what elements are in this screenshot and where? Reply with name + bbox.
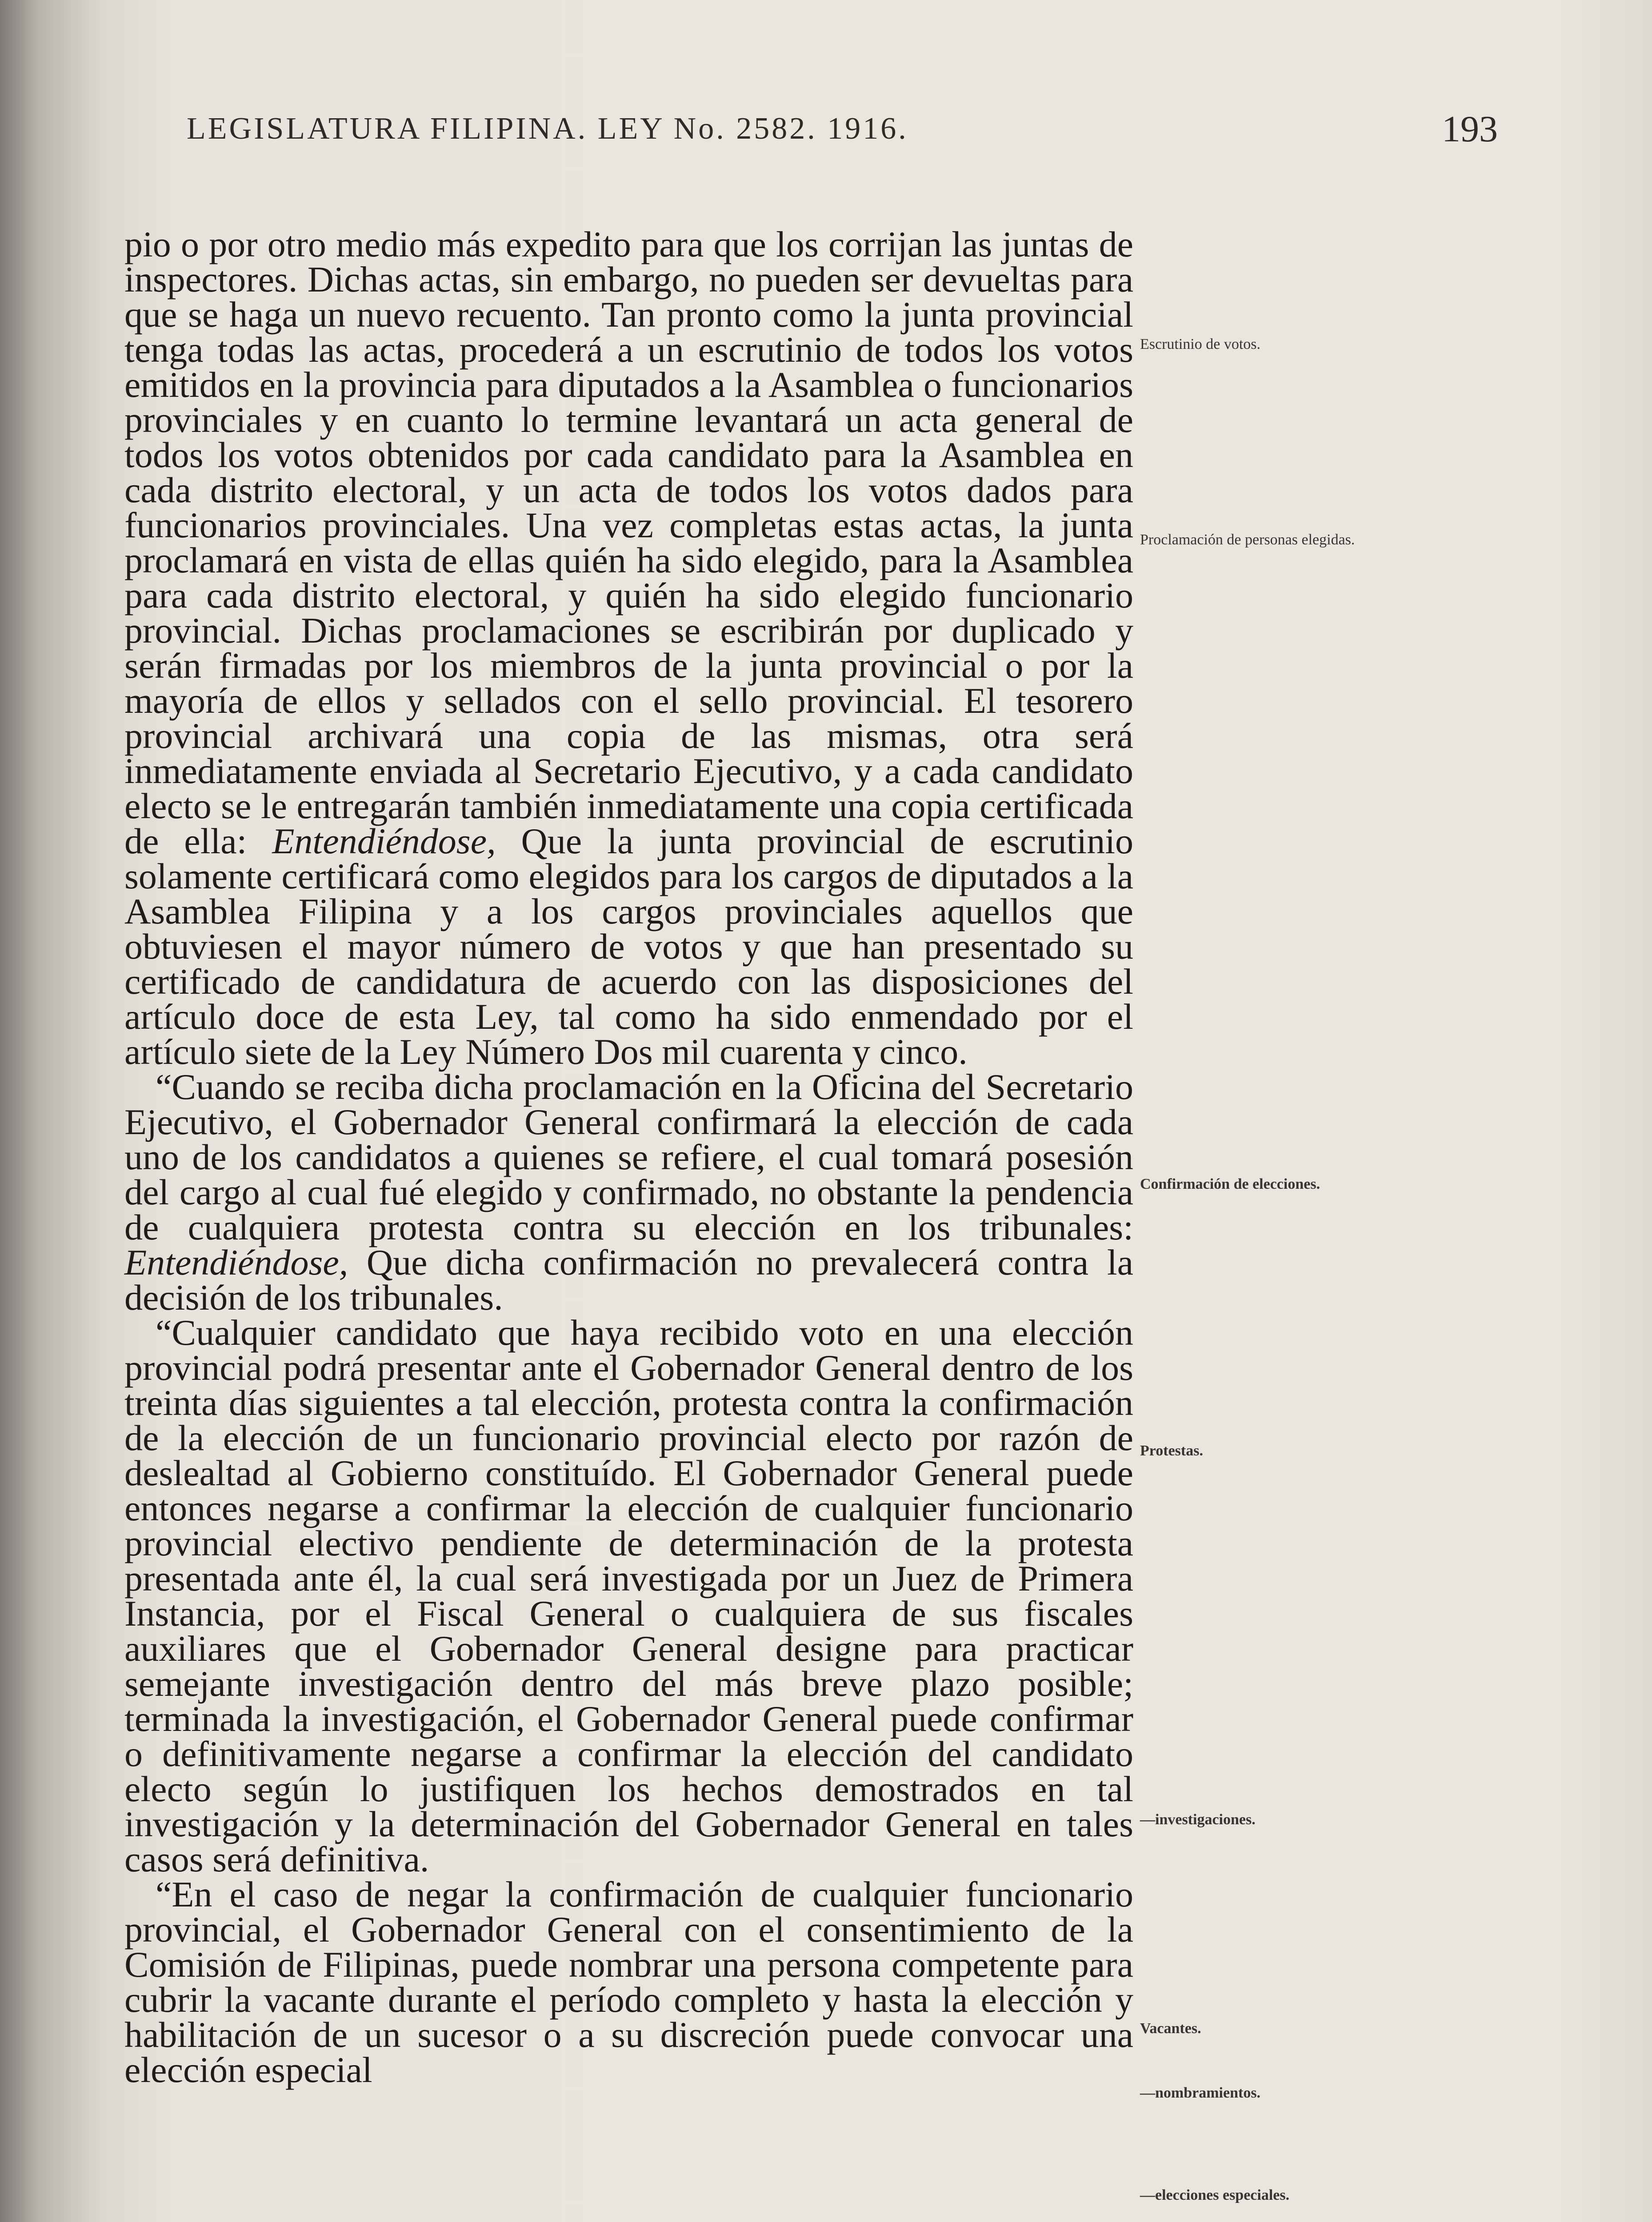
paragraph-2-text: “Cuando se reciba dicha proclamación en la Oficina del Secretario Ejecutivo, el Gobernador General confirmará la elección de cada uno de los candidatos a quienes se refiere, el cual tomará posesión del cargo al cual fué elegido y confirmado, no obstante la pendencia de cualquiera protesta contra su elección en los tribunales: [124,1067,1133,1247]
margin-note-vacantes: Vacantes. [1140,2020,1201,2037]
paragraph-1-tail: Que la junta provincial de escrutinio solamente certificará como elegidos para los cargos de diputados a la Asamblea Filipina y a los cargos provinciales aquellos que obtuviesen el mayor número de votos y que han presentado su certificado de candidatura de acuerdo con las disposiciones del artículo doce de esta Ley, tal como ha sido enmendado por el artículo siete de la Ley Número Dos mil cuarenta y cinco. [124,821,1133,1072]
paragraph-1 [124,224,1133,1072]
paragraph-2-proviso: Entendiéndose, [124,1242,348,1283]
paragraph-3: “Cualquier candidato que haya recibido voto en una elección provincial podrá presentar ante el Gobernador General dentro de los treinta días siguientes a tal elección, protesta contra la confirmación de la elección de un funcionario provincial electo por razón de deslealtad al Gobierno constituído. El Gobernador General puede entonces negarse a confirmar la elección de cualquier funcionario provincial electivo pendiente de determinación de la protesta presentada ante él, la cual será investigada por un Juez de Primera Instancia, por el Fiscal General o cualquiera de sus fiscales auxiliares que el Gobernador General designe para practicar semejante investigación dentro del más breve plazo posible; terminada la investigación, el Gobernador General puede confirmar o definitivamente negarse a confirmar la elección del candidato electo según lo justifiquen los hechos demostrados en tal investigación y la determinación del Gobernador General en tales casos será definitiva. [124,1312,1133,1879]
margin-note-confirmacion: Confirmación de elecciones. [1140,1176,1320,1192]
paragraph-4: “En el caso de negar la confirmación de cualquier funcionario provincial, el Gobernador General con el consentimiento de la Comisión de Filipinas, puede nombrar una persona competente para cubrir la vacante durante el período completo y hasta la elección y habilitación de un sucesor o a su discreción puede convocar una elección especial [124,1874,1133,2090]
margin-note-nombramientos: —nombramientos. [1140,2085,1261,2101]
page-number: 193 [1442,108,1498,150]
paragraph-1-proviso: Entendiéndose, [272,821,496,861]
paragraph-2-tail: Que dicha confirmación no prevalecerá contra la decisión de los tribunales. [124,1242,1133,1318]
margin-note-elecciones-especiales: —elecciones especiales. [1140,2187,1290,2203]
margin-note-proclamacion: Proclamación de personas elegidas. [1140,532,1355,548]
body-text [124,224,1133,2090]
paragraph-1-text: pio o por otro medio más expedito para que los corrijan las juntas de inspectores. Dichas actas, sin embargo, no pueden ser devueltas para que se haga un nuevo recuento. Tan pronto como la junta provincial tenga todas las actas, procederá a un escrutinio de todos los votos emitidos en la provincia para diputados a la Asamblea o funcionarios provinciales y en cuanto lo termine levantará un acta general de todos los votos obtenidos por cada candidato para la Asamblea en cada distrito electoral, y un acta de todos los votos dados para funcionarios provinciales. Una vez completas estas actas, la junta proclamará en vista de ellas quién ha sido elegido, para la Asamblea para cada distrito electoral, y quién ha sido elegido funcionario provincial. Dichas proclamaciones se escribirán por duplicado y serán firmadas por los miembros de la junta provincial o por la mayoría de ellos y sellados con el sello provincial. El tesorero provincial archivará una copia de las mismas, otra será inmediatamente enviada al Secretario Ejecutivo, y a cada candidato electo se le entregarán también inmediatamente una copia certificada de ella: [124,224,1133,861]
margin-note-escrutinio: Escrutinio de votos. [1140,336,1261,352]
margin-notes [1140,0,1393,2222]
running-head: LEGISLATURA FILIPINA. LEY No. 2582. 1916. [187,112,908,146]
paragraph-2 [124,1067,1133,1318]
margin-note-investigaciones: —investigaciones. [1140,1811,1256,1828]
margin-note-protestas: Protestas. [1140,1443,1203,1459]
